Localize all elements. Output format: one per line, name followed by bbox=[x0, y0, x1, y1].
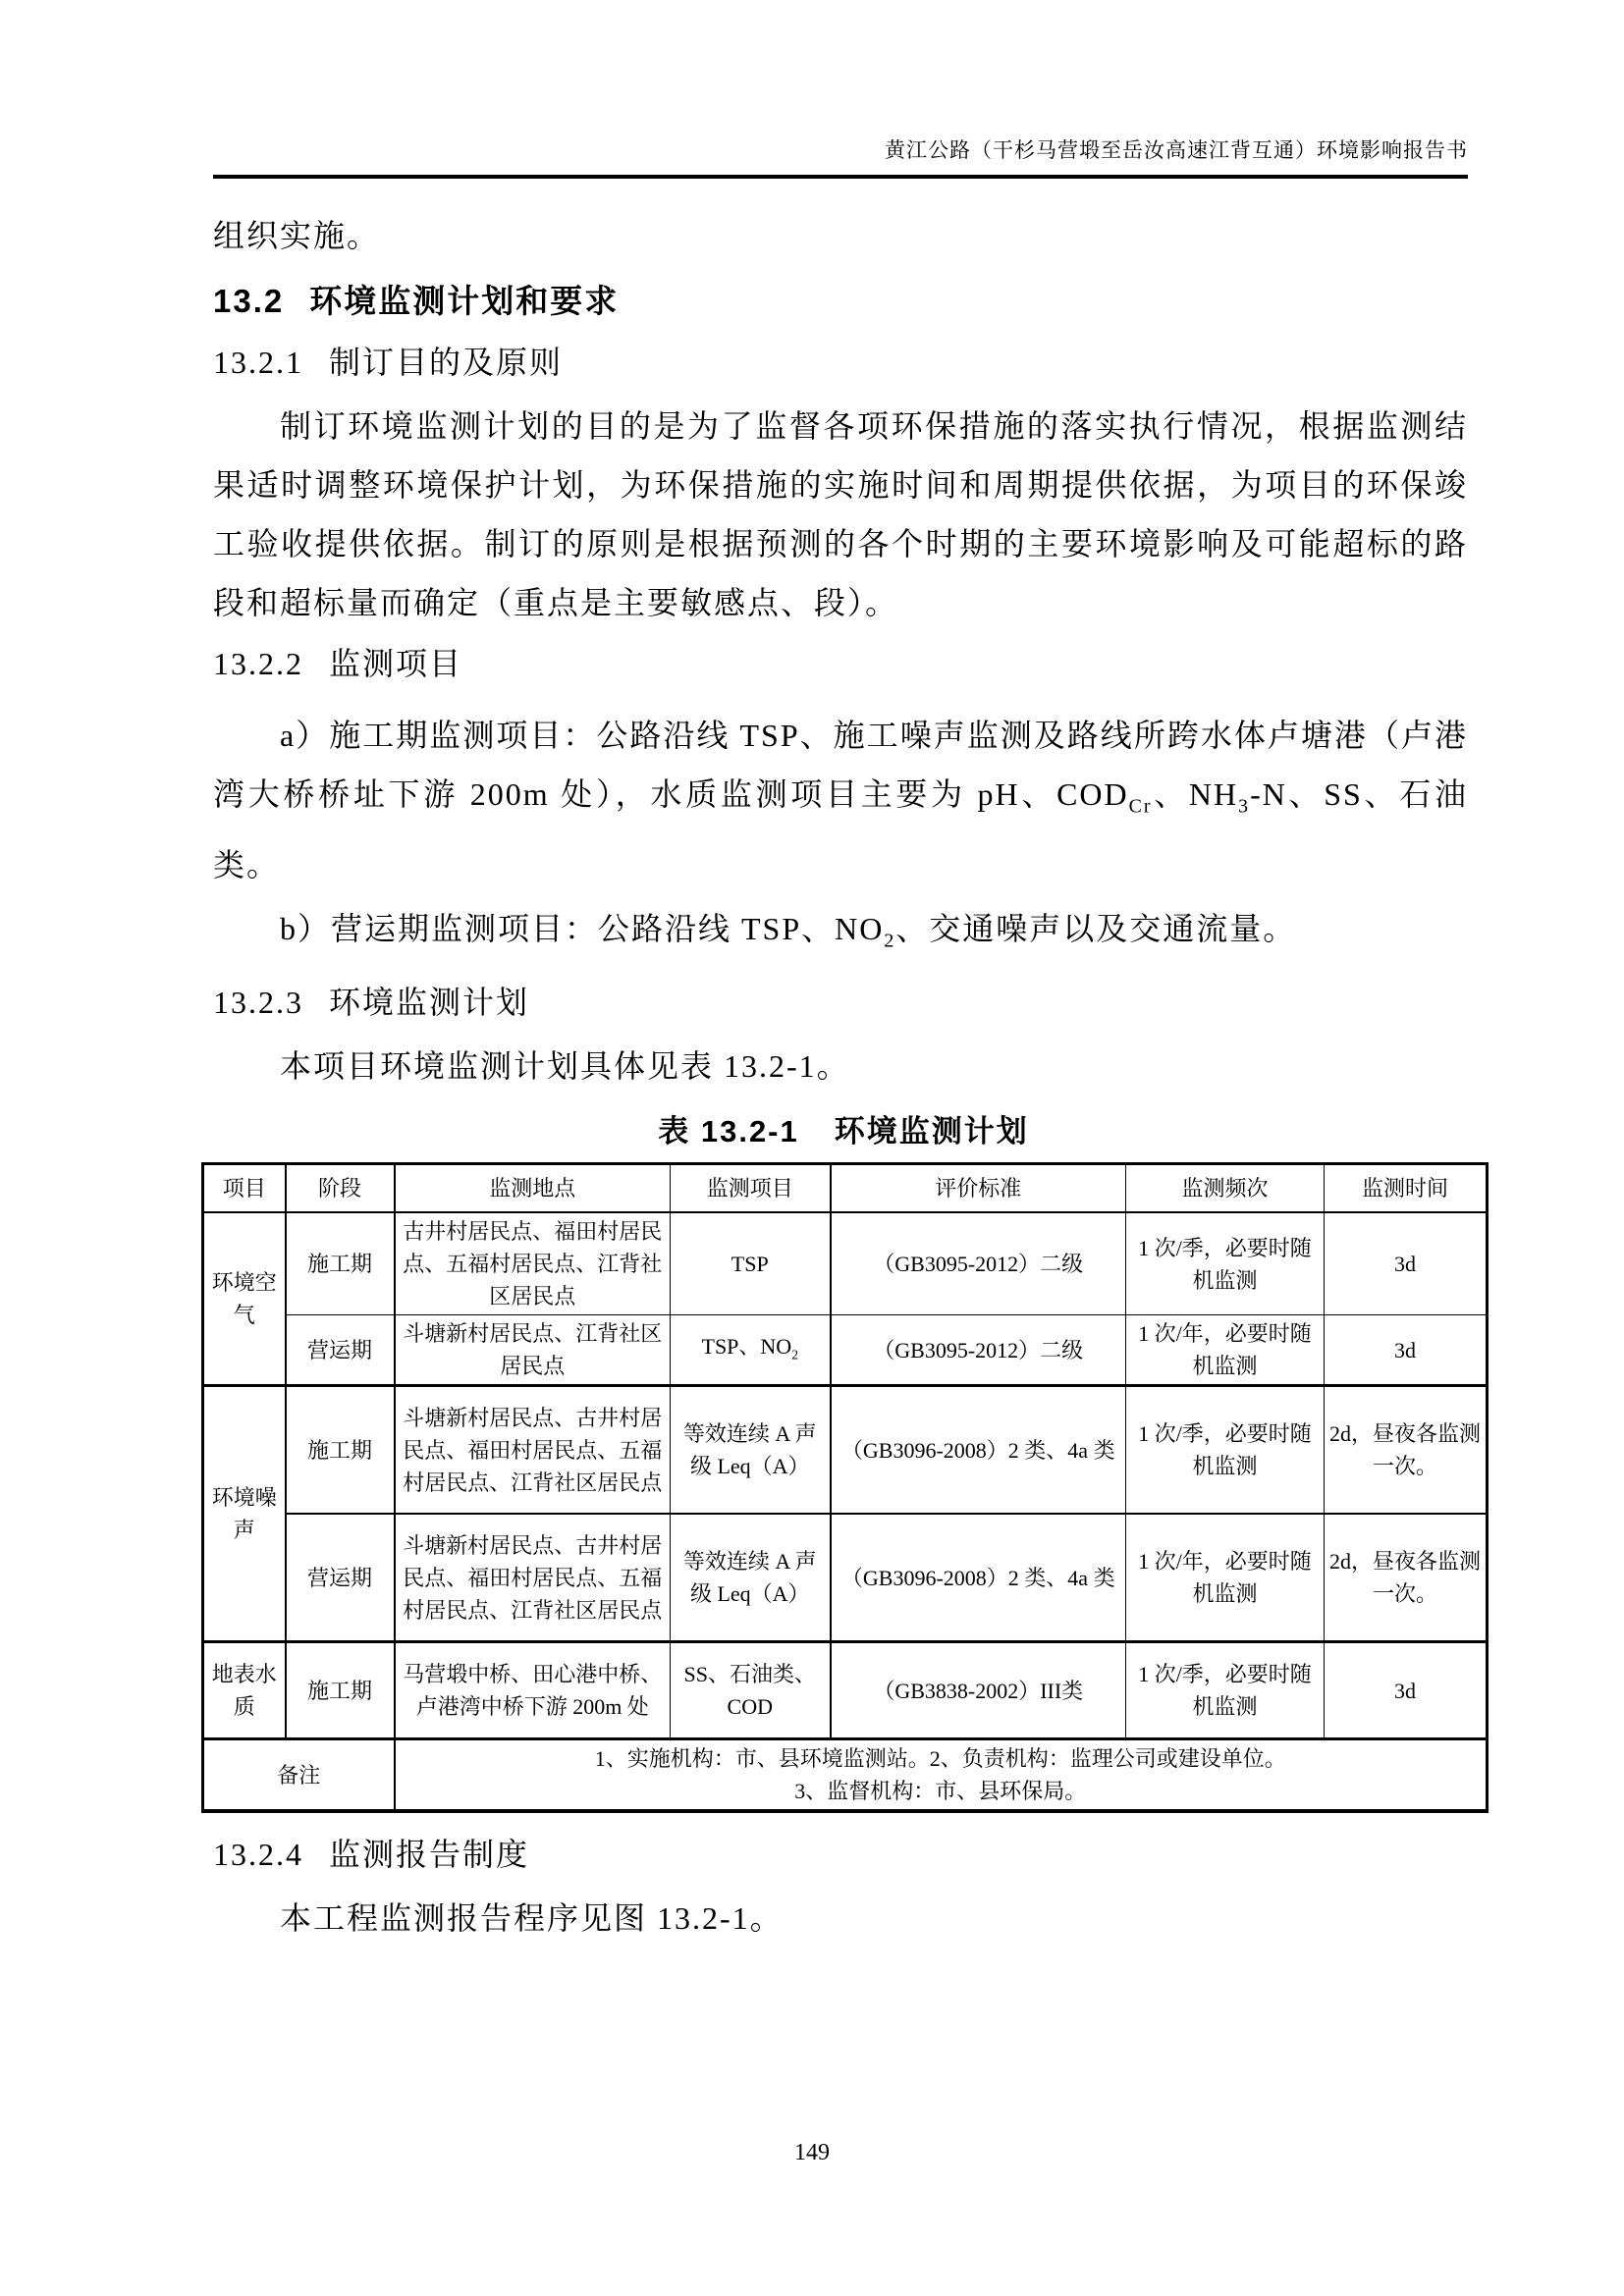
monitoring-plan-table bbox=[201, 1162, 1489, 1814]
remark-line-2: 3、监督机构：市、县环保局。 bbox=[794, 1779, 1087, 1804]
item-b-paragraph bbox=[213, 899, 1468, 970]
col-header-location: 监测地点 bbox=[395, 1163, 671, 1212]
standard-cell: （GB3095-2012）二级 bbox=[831, 1315, 1126, 1386]
col-header-stage: 阶段 bbox=[286, 1163, 395, 1212]
duration-cell: 3d bbox=[1325, 1212, 1488, 1315]
col-header-standard: 评价标准 bbox=[831, 1163, 1126, 1212]
stage-cell: 营运期 bbox=[286, 1315, 395, 1386]
table-header-row bbox=[203, 1163, 1488, 1212]
item-cell: 等效连续 A 声级 Leq（A） bbox=[671, 1386, 831, 1514]
subscript-cr: Cr bbox=[1128, 795, 1153, 818]
duration-cell: 3d bbox=[1325, 1315, 1488, 1386]
frequency-cell: 1 次/季，必要时随机监测 bbox=[1126, 1212, 1325, 1315]
group-cell-water: 地表水质 bbox=[203, 1642, 286, 1739]
standard-cell: （GB3096-2008）2 类、4a 类 bbox=[831, 1386, 1126, 1514]
stage-cell: 施工期 bbox=[286, 1642, 395, 1739]
item-cell: SS、石油类、COD bbox=[671, 1642, 831, 1739]
location-cell: 古井村居民点、福田村居民点、五福村居民点、江背社区居民点 bbox=[395, 1212, 671, 1315]
item-a-paragraph bbox=[213, 706, 1468, 894]
col-header-frequency: 监测频次 bbox=[1126, 1163, 1325, 1212]
page-number: 149 bbox=[794, 2140, 830, 2165]
subsection-title: 监测报告制度 bbox=[329, 1837, 530, 1873]
table-caption-label: 表 13.2-1 bbox=[658, 1113, 799, 1148]
standard-cell: （GB3096-2008）2 类、4a 类 bbox=[831, 1514, 1126, 1642]
header-rule bbox=[213, 175, 1468, 179]
stage-cell: 施工期 bbox=[286, 1386, 395, 1514]
subsection-heading-13-2-3 bbox=[213, 973, 1468, 1032]
section-heading-13-2 bbox=[213, 272, 1468, 331]
subscript-2: 2 bbox=[884, 930, 896, 952]
remark-content-cell bbox=[395, 1739, 1488, 1812]
paragraph-purpose: 制订环境监测计划的目的是为了监督各项环保措施的落实执行情况，根据监测结果适时调整环境保护计划，为环保措施的实施时间和周期提供依据，为项目的环保竣工验收提供依据。制订的原则是根据预测的各个时期的主要环境影响及可能超标的路段和超标量而确定（重点是主要敏感点、段）。 bbox=[213, 408, 1468, 620]
col-header-item: 监测项目 bbox=[671, 1163, 831, 1212]
page-body bbox=[0, 206, 1624, 1948]
frequency-cell: 1 次/季，必要时随机监测 bbox=[1126, 1642, 1325, 1739]
table-row-air-operation bbox=[203, 1315, 1488, 1386]
item-cell bbox=[671, 1315, 831, 1386]
item-cell: TSP bbox=[671, 1212, 831, 1315]
table-row-noise-operation bbox=[203, 1514, 1488, 1642]
stage-cell: 施工期 bbox=[286, 1212, 395, 1315]
item-cell: 等效连续 A 声级 Leq（A） bbox=[671, 1514, 831, 1642]
paragraph-see-table: 本项目环境监测计划具体见表 13.2-1。 bbox=[280, 1047, 850, 1084]
duration-cell: 3d bbox=[1325, 1642, 1488, 1739]
subscript-3: 3 bbox=[1238, 795, 1251, 818]
item-a-text: -N、SS、石油类。 bbox=[213, 776, 1468, 883]
page-footer bbox=[0, 2140, 1624, 2166]
frequency-cell: 1 次/年，必要时随机监测 bbox=[1126, 1315, 1325, 1386]
subsection-heading-13-2-4 bbox=[213, 1825, 1468, 1884]
table-caption bbox=[201, 1109, 1486, 1154]
paragraph-see-figure: 本工程监测报告程序见图 13.2-1。 bbox=[280, 1900, 784, 1937]
item-b-text: b）营运期监测项目：公路沿线 TSP、NO bbox=[280, 911, 885, 947]
subsection-number: 13.2.1 bbox=[213, 345, 303, 380]
subsection-title: 制订目的及原则 bbox=[329, 345, 564, 380]
standard-cell: （GB3095-2012）二级 bbox=[831, 1212, 1126, 1315]
group-cell-air: 环境空气 bbox=[203, 1212, 286, 1386]
location-cell: 斗塘新村居民点、江背社区居民点 bbox=[395, 1315, 671, 1386]
subsection-title: 监测项目 bbox=[329, 646, 463, 681]
stage-cell: 营运期 bbox=[286, 1514, 395, 1642]
location-cell: 斗塘新村居民点、古井村居民点、福田村居民点、五福村居民点、江背社区居民点 bbox=[395, 1386, 671, 1514]
header-title: 黄江公路（干杉马营塅至岳汝高速江背互通）环境影响报告书 bbox=[885, 138, 1468, 162]
location-cell: 斗塘新村居民点、古井村居民点、福田村居民点、五福村居民点、江背社区居民点 bbox=[395, 1514, 671, 1642]
subsection-heading-13-2-1 bbox=[213, 333, 1468, 392]
item-text: TSP、NO bbox=[701, 1333, 792, 1359]
table-caption-title: 环境监测计划 bbox=[834, 1113, 1029, 1148]
subsection-heading-13-2-2 bbox=[213, 634, 1468, 693]
item-a-text: 、NH bbox=[1152, 776, 1239, 812]
subscript-2: 2 bbox=[791, 1346, 798, 1362]
lead-paragraph: 组织实施。 bbox=[213, 218, 381, 253]
section-number: 13.2 bbox=[213, 283, 285, 319]
item-a-text: a）施工期监测项目：公路沿线 TSP、施工噪声监测及路线所跨水体卢塘港（卢港湾大桥桥址下游 200m 处），水质监测项目主要为 pH、COD bbox=[213, 718, 1468, 812]
duration-cell: 2d，昼夜各监测一次。 bbox=[1325, 1386, 1488, 1514]
section-title: 环境监测计划和要求 bbox=[309, 283, 620, 319]
subsection-number: 13.2.4 bbox=[213, 1837, 303, 1873]
subsection-title: 环境监测计划 bbox=[329, 984, 530, 1020]
standard-cell: （GB3838-2002）III类 bbox=[831, 1642, 1126, 1739]
frequency-cell: 1 次/年，必要时随机监测 bbox=[1126, 1514, 1325, 1642]
subsection-number: 13.2.3 bbox=[213, 984, 303, 1020]
table-row-water-construction bbox=[203, 1642, 1488, 1739]
remark-label-cell: 备注 bbox=[203, 1739, 395, 1812]
location-cell: 马营塅中桥、田心港中桥、卢港湾中桥下游 200m 处 bbox=[395, 1642, 671, 1739]
table-row-remark bbox=[203, 1739, 1488, 1812]
duration-cell: 2d，昼夜各监测一次。 bbox=[1325, 1514, 1488, 1642]
col-header-time: 监测时间 bbox=[1325, 1163, 1488, 1212]
group-cell-noise: 环境噪声 bbox=[203, 1386, 286, 1642]
remark-line-1: 1、实施机构：市、县环境监测站。2、负责机构：监理公司或建设单位。 bbox=[594, 1746, 1286, 1772]
table-row-noise-construction bbox=[203, 1386, 1488, 1514]
item-b-text: 、交通噪声以及交通流量。 bbox=[895, 911, 1297, 947]
frequency-cell: 1 次/季，必要时随机监测 bbox=[1126, 1386, 1325, 1514]
page-header bbox=[0, 0, 1624, 179]
col-header-project: 项目 bbox=[203, 1163, 286, 1212]
table-row-air-construction bbox=[203, 1212, 1488, 1315]
subsection-number: 13.2.2 bbox=[213, 646, 303, 681]
